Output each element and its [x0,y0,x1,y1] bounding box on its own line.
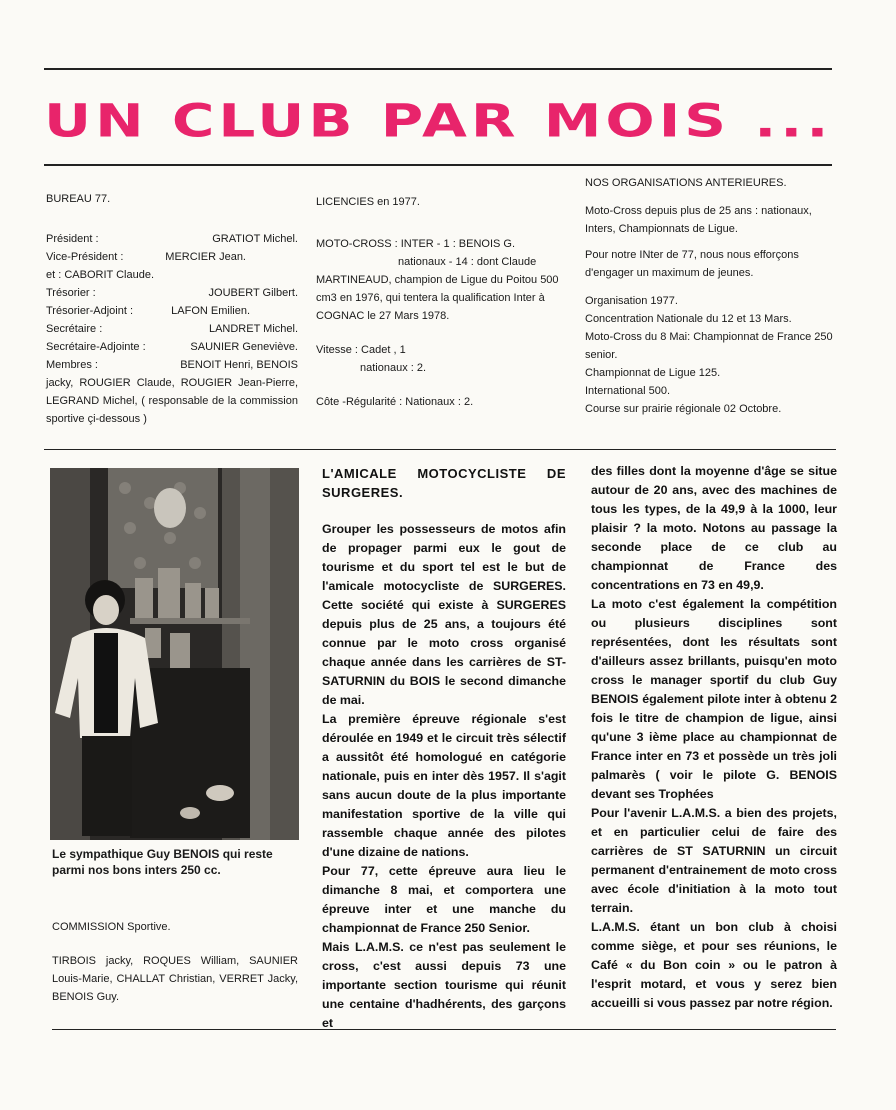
bureau-line [46,284,298,302]
organisation-item: Moto-Cross du 8 Mai: Championnat de France 250 senior. [585,331,833,361]
organisations-p2: Pour notre INter de 77, nous nous efforçons d'engager un maximum de jeunes. [585,249,799,279]
organisations-p1: Moto-Cross depuis plus de 25 ans : nationaux, Inters, Championnats de Ligue. [585,205,812,235]
organisation-item: Course sur prairie régionale 02 Octobre. [585,403,782,415]
role-value: LAFON Emilien. [171,305,250,317]
article-paragraph: L.A.M.S. étant un bon club à choisi comme siège, et pour ses réunions, le Café « du Bon coin » ou le patron à l'esprit motard, et vous y serez bien accueilli si vous passez par notre région. [591,920,837,1010]
bureau-line [46,230,298,248]
role-label: Secrétaire-Adjointe : [46,341,146,353]
top-rule [44,68,832,70]
commission-text: TIRBOIS jacky, ROQUES William, SAUNIER Louis-Marie, CHALLAT Christian, VERRET Jacky, BENOIS Guy. [52,955,298,1003]
photo-illustration [50,468,299,840]
motocross-line: MOTO-CROSS : INTER - 1 : BENOIS G. [316,238,516,250]
article-paragraph: Mais L.A.M.S. ce n'est pas seulement le cross, c'est aussi depuis 73 une importante section tourisme qui réunit une centaine d'hadhérents, des garçons et [322,940,566,1030]
bureau-line [46,248,246,266]
page-title: UN CLUB PAR MOIS ... [44,94,833,148]
role-label: et : [46,269,62,281]
nationaux-line: nationaux - 14 : dont Claude [398,256,537,268]
organisation-item: Championnat de Ligue 125. [585,367,721,379]
role-value: MERCIER Jean. [165,251,246,263]
vitesse-nationaux: nationaux : 2. [360,362,427,374]
licencies-heading: LICENCIES en 1977. [316,196,420,208]
martineaud-text: MARTINEAUD, champion de Ligue du Poitou 500 cm3 en 1976, qui tentera la qualification Inter à COGNAC le 27 Mars 1978. [316,274,559,322]
club-photo [50,468,299,840]
article-column-2 [591,462,837,1013]
article-paragraph: Grouper les possesseurs de motos afin de propager parmi eux le gout de tourisme et du sport tel est le but de l'amicale motocycliste de SURGERES. Cette société qui existe à SURGERES depuis plus de 25 ans, a toujours été connue par le moto cross organisé chaque année dans les carrières de ST-SATURNIN du BOIS le second dimanche de mai. [322,522,566,707]
organisation-1977-heading: Organisation 1977. [585,295,678,307]
role-label: Trésorier-Adjoint : [46,305,134,317]
commission-heading: COMMISSION Sportive. [52,921,171,933]
regularite-line: Côte -Régularité : Nationaux : 2. [316,396,474,408]
mid-rule [44,449,836,450]
role-value: BENOIT Henri, BENOIS [180,359,298,371]
photo-caption: Le sympathique Guy BENOIS qui reste parmi nos bons inters 250 cc. [52,847,273,877]
bureau-line [46,302,250,320]
bureau-heading: BUREAU 77. [46,193,111,205]
organisations-heading: NOS ORGANISATIONS ANTERIEURES. [585,177,787,189]
article-paragraph: La moto c'est également la compétition ou plusieurs disciplines sont représentées, dont les résultats sont d'ailleurs assez brillants, puisqu'en moto cross le manager sportif du club Guy BENOIS également pilote inter à obtenu 2 fois le titre de champion de ligue, ainsi qu'une 3 ième place au championnat de France inter en 73 et possède un très joli palmarès ( voir le pilote G. BENOIS devant ses Trophées [591,597,837,801]
article-heading: L'AMICALE MOTOCYCLISTE DE SURGERES. [322,466,566,500]
organisation-item: International 500. [585,385,671,397]
article-paragraph: Pour l'avenir L.A.M.S. a bien des projets, et en particulier celui de faire des carrières de ST SATURNIN un circuit permanent d'entrainement de moto cross avec école d'initiation à la moto tout terrain. [591,806,837,915]
title-rule [44,164,832,166]
article-paragraph: Pour 77, cette épreuve aura lieu le dimanche 8 mai, et comportera une épreuve inter et une manche du championnat de France 250 Senior. [322,864,566,935]
role-value: CABORIT Claude. [64,269,155,281]
article-paragraph: La première épreuve régionale s'est déroulée en 1949 et le circuit très sélectif a aussitôt été homologué en catégorie nationale, puis en inter dès 1957. Il s'agit sans aucun doute de la plus importante manifestation sportive de la ville qui rassemble chaque année des pilotes d'une dizaine de nations. [322,712,566,859]
bureau-line [46,338,298,356]
role-value: GRATIOT Michel. [212,233,298,245]
vitesse-line: Vitesse : Cadet , 1 [316,344,406,356]
organisation-item: Concentration Nationale du 12 et 13 Mars. [585,313,792,325]
article-paragraph: des filles dont la moyenne d'âge se situe autour de 20 ans, avec des machines de tous les types, de la 49,9 à la 1000, leur plaisir ? la moto. Notons au passage la seconde place de ce club au championnat de France des concentrations en 73 en 49,9. [591,464,837,592]
bureau-line [46,356,298,374]
article-column-1 [322,464,566,1033]
bureau-line [46,320,298,338]
role-value: LANDRET Michel. [208,323,298,335]
commission-section [52,918,298,1006]
role-value: SAUNIER Geneviève. [190,341,298,353]
organisations-section [585,174,835,418]
members-continued: jacky, ROUGIER Claude, ROUGIER Jean-Pierre, LEGRAND Michel, ( responsable de la commission sportive çi-dessous ) [46,377,298,425]
role-label: Membres : [46,359,98,371]
role-label: Vice-Président : [46,251,124,263]
role-label: Président : [46,233,99,245]
role-value: JOUBERT Gilbert. [208,287,298,299]
role-label: Trésorier : [46,287,96,299]
bureau-section [46,190,298,428]
licencies-section [316,193,562,411]
role-label: Secrétaire : [46,323,103,335]
bureau-line [46,266,298,284]
